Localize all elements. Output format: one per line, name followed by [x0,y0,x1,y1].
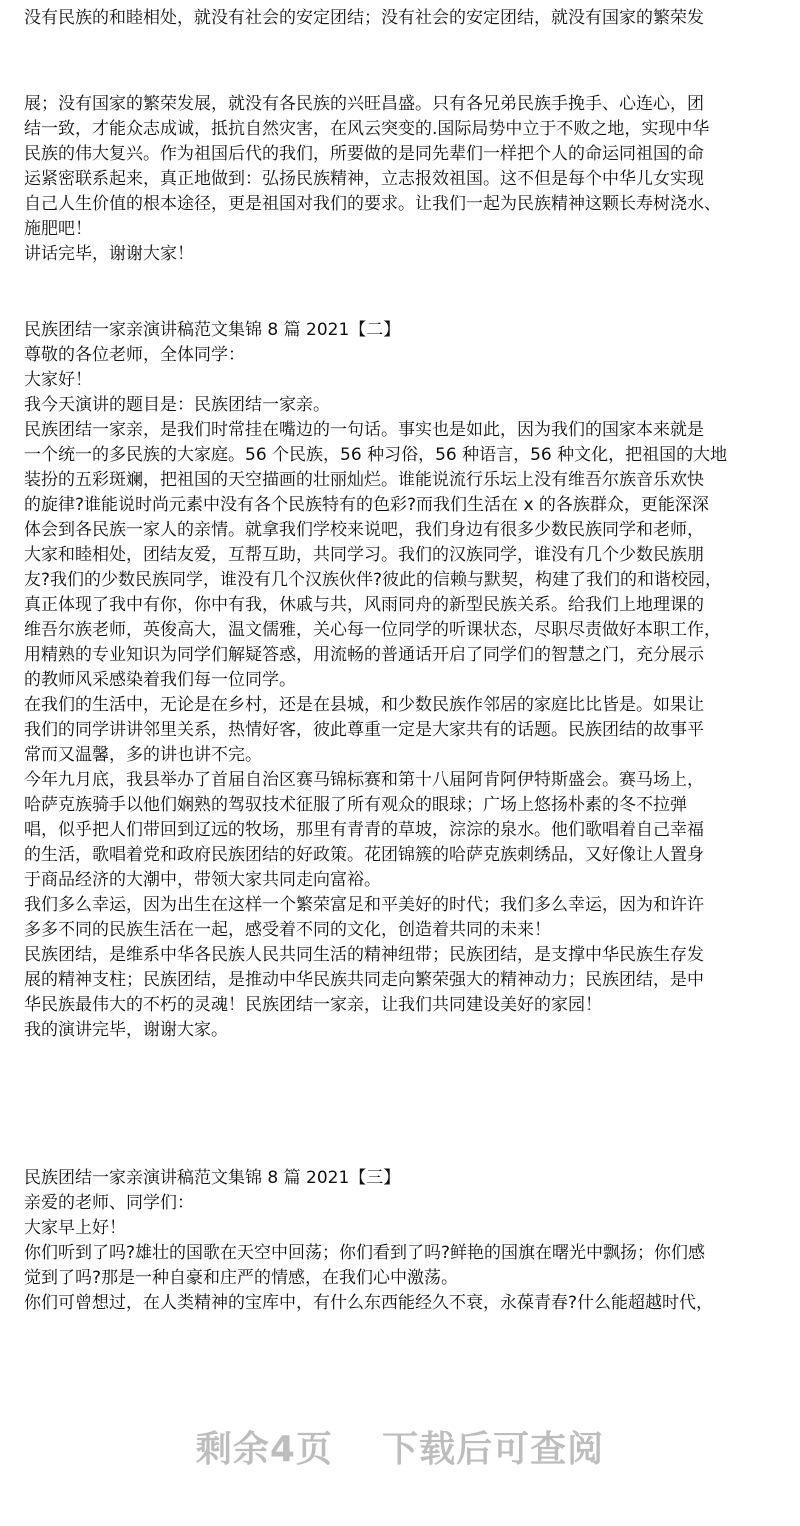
text-line: 于商品经济的大潮中，带领大家共同走向富裕。 [24,870,381,890]
text-line: 哈萨克族骑手以他们娴熟的驾驭技术征服了所有观众的眼球；广场上悠扬朴素的冬不拉弹 [24,795,687,815]
text-line: 没有民族的和睦相处，就没有社会的安定团结；没有社会的安定团结，就没有国家的繁荣发 [24,8,704,28]
text-line: 展的精神支柱；民族团结，是推动中华民族共同走向繁荣强大的精神动力；民族团结，是中 [24,970,704,990]
text-line: 展；没有国家的繁荣发展，就没有各民族的兴旺昌盛。只有各兄弟民族手挽手、心连心，团 [24,94,704,114]
text-line: 真正体现了我中有你，你中有我，休戚与共，风雨同舟的新型民族关系。给我们上地理课的 [24,595,704,615]
text-line: 我们的同学讲讲邻里关系，热情好客，彼此尊重一定是大家共有的话题。民族团结的故事平 [24,720,704,740]
remaining-pages-label[interactable]: 剩余4页 [195,1429,333,1470]
text-line: 的教师风采感染着我们每一位同学。 [24,670,296,690]
text-line: 你们可曾想过，在人类精神的宝库中，有什么东西能经久不衰，永葆青春?什么能超越时代， [24,1293,714,1313]
text-line: 用精熟的专业知识为同学们解疑答惑，用流畅的普通话开启了同学们的智慧之门，充分展示 [24,645,704,665]
text-line: 大家早上好！ [24,1218,126,1238]
text-line: 施肥吧！ [24,219,92,239]
text-line: 大家和睦相处，团结友爱，互帮互助，共同学习。我们的汉族同学，谁没有几个少数民族朋 [24,545,704,565]
text-line: 装扮的五彩斑斓，把祖国的天空描画的壮丽灿烂。谁能说流行乐坛上没有维吾尔族音乐欢快 [24,470,704,490]
download-to-view-label[interactable]: 下载后可查阅 [382,1429,605,1470]
text-line: 我的演讲完毕，谢谢大家。 [24,1020,228,1040]
section-1 [24,92,784,267]
text-line: 多多不同的民族生活在一起，感受着不同的文化，创造着共同的未来！ [24,920,551,940]
text-line: 觉到了吗?那是一种自豪和庄严的情感，在我们心中激荡。 [24,1268,459,1288]
text-line: 民族的伟大复兴。作为祖国后代的我们，所要做的是同先辈们一样把个人的命运同祖国的命 [24,144,704,164]
text-line: 在我们的生活中，无论是在乡村，还是在县城，和少数民族作邻居的家庭比比皆是。如果让 [24,695,704,715]
text-line: 民族团结一家亲，是我们时常挂在嘴边的一句话。事实也是如此，因为我们的国家本来就是 [24,420,704,440]
text-line: 唱，似乎把人们带回到辽远的牧场，那里有青青的草坡，淙淙的泉水。他们歌唱着自己幸福 [24,820,704,840]
section-3 [24,1166,784,1316]
text-line: 结一致，才能众志成诚，抵抗自然灾害，在风云突变的.国际局势中立于不败之地，实现中华 [24,119,710,139]
download-banner[interactable] [0,1420,800,1480]
text-line: 运紧密联系起来，真正地做到：弘扬民族精神，立志报效祖国。这不但是每个中华儿女实现 [24,169,704,189]
text-line: 维吾尔族老师，英俊高大，温文儒雅，关心每一位同学的听课状态，尽职尽责做好本职工作， [24,620,721,640]
section-heading: 民族团结一家亲演讲稿范文集锦 8 篇 2021【二】 [24,320,401,340]
text-line: 体会到各民族一家人的亲情。就拿我们学校来说吧，我们身边有很多少数民族同学和老师， [24,520,704,540]
text-line: 民族团结，是维系中华各民族人民共同生活的精神纽带；民族团结，是支撑中华民族生存发 [24,945,704,965]
section-heading: 民族团结一家亲演讲稿范文集锦 8 篇 2021【三】 [24,1168,401,1188]
text-line: 尊敬的各位老师，全体同学： [24,345,245,365]
top-paragraph [24,6,784,31]
text-line: 亲爱的老师、同学们： [24,1193,194,1213]
text-line: 你们听到了吗?雄壮的国歌在天空中回荡；你们看到了吗?鲜艳的国旗在曙光中飘扬；你们感 [24,1243,706,1263]
section-2 [24,318,784,1043]
text-line: 友?我们的少数民族同学，谁没有几个汉族伙伴?彼此的信赖与默契，构建了我们的和谐校园， [24,570,723,590]
text-line: 今年九月底，我县举办了首届自治区赛马锦标赛和第十八届阿肯阿伊特斯盛会。赛马场上， [24,770,704,790]
text-line: 一个统一的多民族的大家庭。56 个民族，56 种习俗，56 种语言，56 种文化，把祖国的大地 [24,445,728,465]
text-line: 常而又温馨，多的讲也讲不完。 [24,745,262,765]
text-line: 大家好！ [24,370,92,390]
text-line: 我今天演讲的题目是：民族团结一家亲。 [24,395,330,415]
text-line: 的旋律?谁能说时尚元素中没有各个民族特有的色彩?而我们生活在 x 的各族群众，更能深深 [24,495,709,515]
text-line: 华民族最伟大的不朽的灵魂！民族团结一家亲，让我们共同建设美好的家园！ [24,995,602,1015]
text-line: 讲话完毕，谢谢大家！ [24,244,194,264]
text-line: 自己人生价值的根本途径，更是祖国对我们的要求。让我们一起为民族精神这颗长寿树浇水、 [24,194,721,214]
text-line: 的生活，歌唱着党和政府民族团结的好政策。花团锦簇的哈萨克族刺绣品，又好像让人置身 [24,845,704,865]
text-line: 我们多么幸运，因为出生在这样一个繁荣富足和平美好的时代；我们多么幸运，因为和许许 [24,895,704,915]
